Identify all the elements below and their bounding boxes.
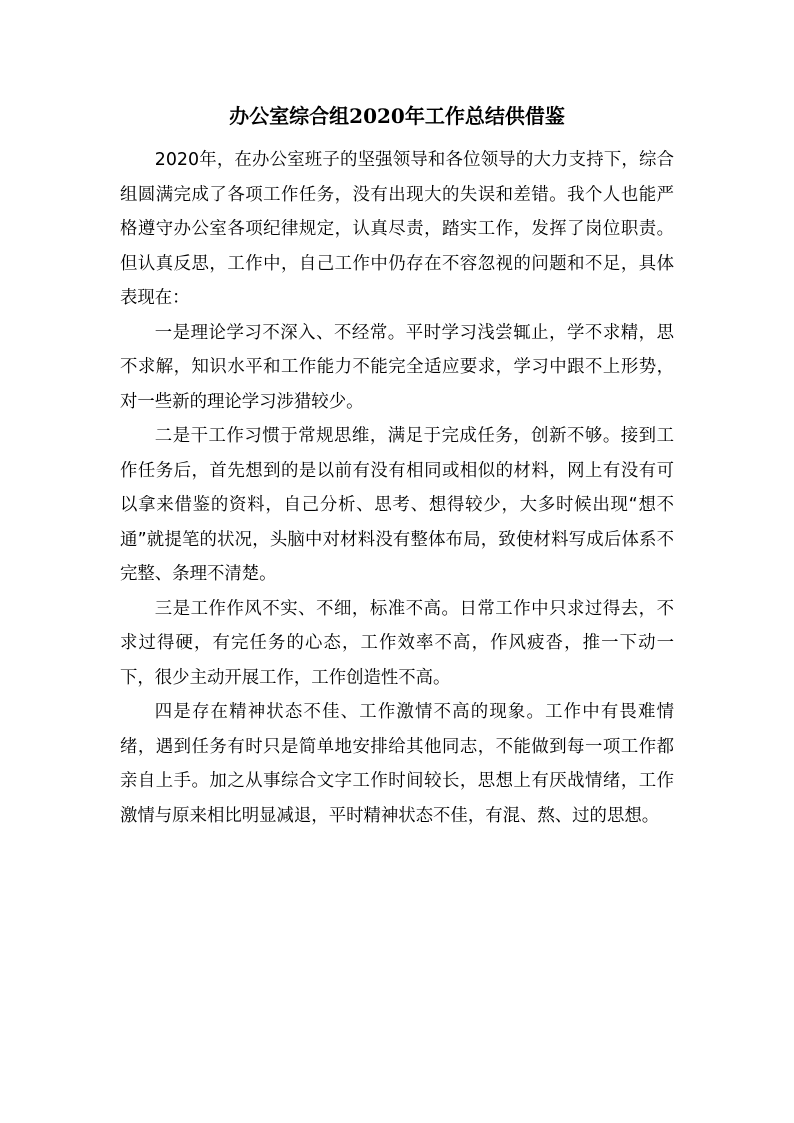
document-title: 办公室综合组2020年工作总结供借鉴	[229, 104, 565, 128]
paragraph-point-4: 四是存在精神状态不佳、工作激情不高的现象。工作中有畏难情绪，遇到任务有时只是简单地安排给其他同志，不能做到每一项工作都亲自上手。加之从事综合文字工作时间较长，思想上有厌战情绪，工作激情与原来相比明显减退，平时精神状态不佳，有混、熬、过的思想。	[120, 702, 674, 826]
paragraph-point-1: 一是理论学习不深入、不经常。平时学习浅尝辄止，学不求精，思不求解，知识水平和工作能力不能完全适应要求，学习中跟不上形势，对一些新的理论学习涉猎较少。	[120, 322, 674, 412]
paragraph-point-2: 二是干工作习惯于常规思维，满足于完成任务，创新不够。接到工作任务后，首先想到的是以前有没有相同或相似的材料，网上有没有可以拿来借鉴的资料，自己分析、思考、想得较少，大多时候出现“想不通”就提笔的状况，头脑中对材料没有整体布局，致使材料写成后体系不完整、条理不清楚。	[120, 426, 674, 584]
paragraph-point-3: 三是工作作风不实、不细，标准不高。日常工作中只求过得去，不求过得硬，有完任务的心态，工作效率不高，作风疲沓，推一下动一下，很少主动开展工作，工作创造性不高。	[120, 598, 674, 688]
paragraph-intro: 2020年，在办公室班子的坚强领导和各位领导的大力支持下，综合组圆满完成了各项工作任务，没有出现大的失误和差错。我个人也能严格遵守办公室各项纪律规定，认真尽责，踏实工作，发挥了岗位职责。但认真反思，工作中，自己工作中仍存在不容忽视的问题和不足，具体表现在：	[120, 150, 674, 308]
document-body	[120, 143, 674, 833]
